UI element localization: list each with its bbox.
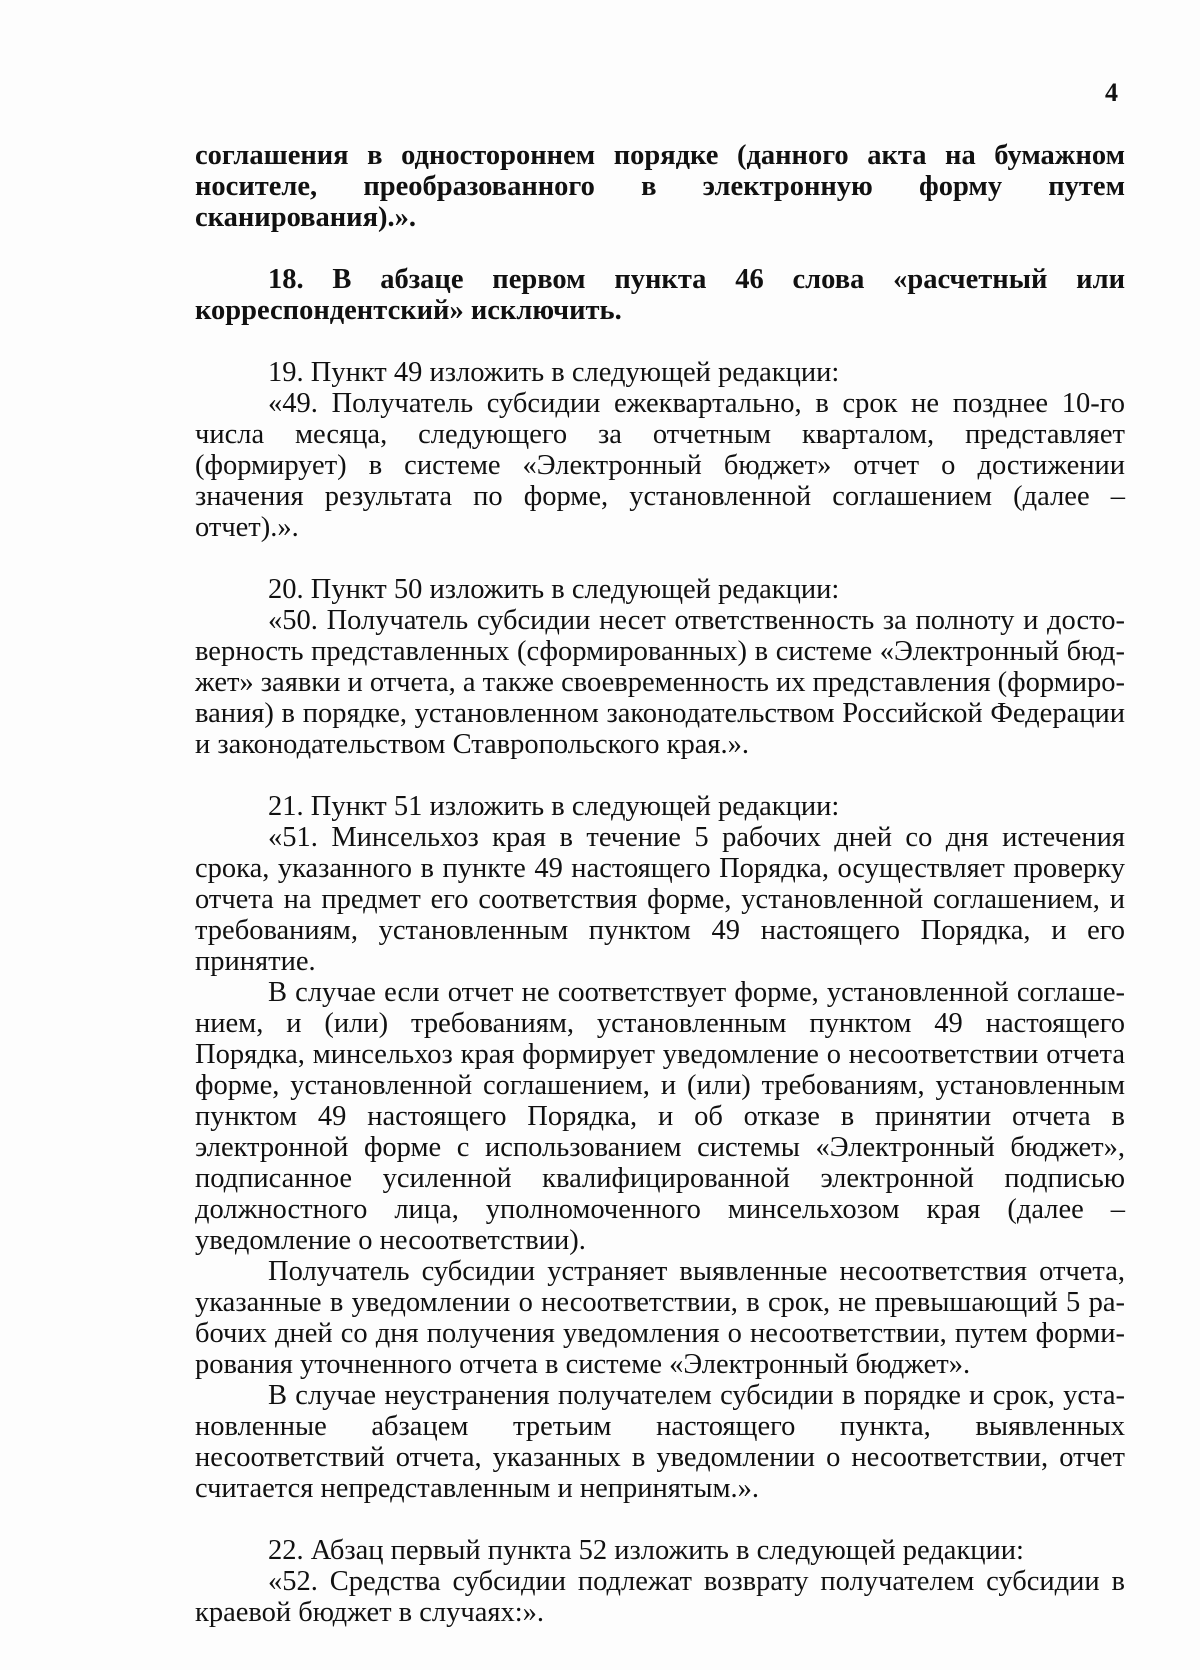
paragraph-item-21-text-1: «51. Минсельхоз края в течение 5 рабочих дней со дня истечения срока, указанного в пункте 49 настоящего Порядка, осуществляет проверку отчета на предмет его соответствия форме, установленной соглашением, и требованиям, установленным пунктом 49 настоящего Порядка, и его принятие. <box>195 822 1125 977</box>
paragraph-item-21-text-2: В случае если отчет не соответствует форме, установленной соглашением, и (или) требованиям, установленным пунктом 49 настоящего Порядка, минсельхоз края формирует уведомление о несоответствии отчета форме, установленной соглашением, и (или) требованиям, установленным пунктом 49 настоящего Порядка, и об отказе в принятии отчета в электронной форме с использованием системы «Электронный бюджет», подписанное усиленной квалифицированной электронной подписью должностного лица, уполномоченного минсельхозом края (далее – уведомление о несоответствии). <box>195 977 1125 1256</box>
page-number: 4 <box>1105 78 1118 107</box>
paragraph-item-20-heading: 20. Пункт 50 изложить в следующей редакции: <box>268 574 840 605</box>
paragraph-gap <box>195 326 1125 357</box>
paragraph-gap <box>195 760 1125 791</box>
paragraph-gap <box>195 233 1125 264</box>
paragraph-item-19-heading: 19. Пункт 49 изложить в следующей редакции: <box>268 357 840 388</box>
paragraph-gap <box>195 543 1125 574</box>
paragraph-item-18: 18. В абзаце первом пункта 46 слова «расчетный или корреспондентский» исключить. <box>195 264 1125 326</box>
paragraph-gap <box>195 1504 1125 1535</box>
paragraph-item-19-text: «49. Получатель субсидии ежеквартально, в срок не позднее 10-го числа месяца, следующего за отчетным кварталом, представляет (формирует) в системе «Электронный бюджет» отчет о достижении значения результата по форме, установленной соглашением (далее – отчет).». <box>195 388 1125 543</box>
paragraph-item-21-heading: 21. Пункт 51 изложить в следующей редакции: <box>268 791 840 822</box>
paragraph-item-21-text-4: В случае неустранения получателем субсидии в порядке и срок, установленные абзацем третьим настоящего пункта, выявленных несоответствий отчета, указанных в уведомлении о несоответствии, отчет считается непредставленным и непринятым.». <box>195 1380 1125 1504</box>
paragraph-item-20-text: «50. Получатель субсидии несет ответственность за полноту и достоверность представленных (сформированных) в системе «Электронный бюджет» заявки и отчета, а также своевременность их представления (формирования) в порядке, установленном законодательством Российской Федерации и законодательством Ставропольского края.». <box>195 605 1125 760</box>
document-body <box>195 140 1125 1628</box>
paragraph-item-22-heading: 22. Абзац первый пункта 52 изложить в следующей редакции: <box>268 1535 1024 1566</box>
paragraph-item-22-text: «52. Средства субсидии подлежат возврату получателем субсидии в краевой бюджет в случаях:». <box>195 1566 1125 1628</box>
paragraph-continuation: соглашения в одностороннем порядке (данного акта на бумажном носителе, преобразованного в электронную форму путем сканирования).». <box>195 140 1125 233</box>
paragraph-item-21-text-3: Получатель субсидии устраняет выявленные несоответствия отчета, указанные в уведомлении о несоответствии, в срок, не превышающий 5 рабочих дней со дня получения уведомления о несоответствии, путем формирования уточненного отчета в системе «Электронный бюджет». <box>195 1256 1125 1380</box>
